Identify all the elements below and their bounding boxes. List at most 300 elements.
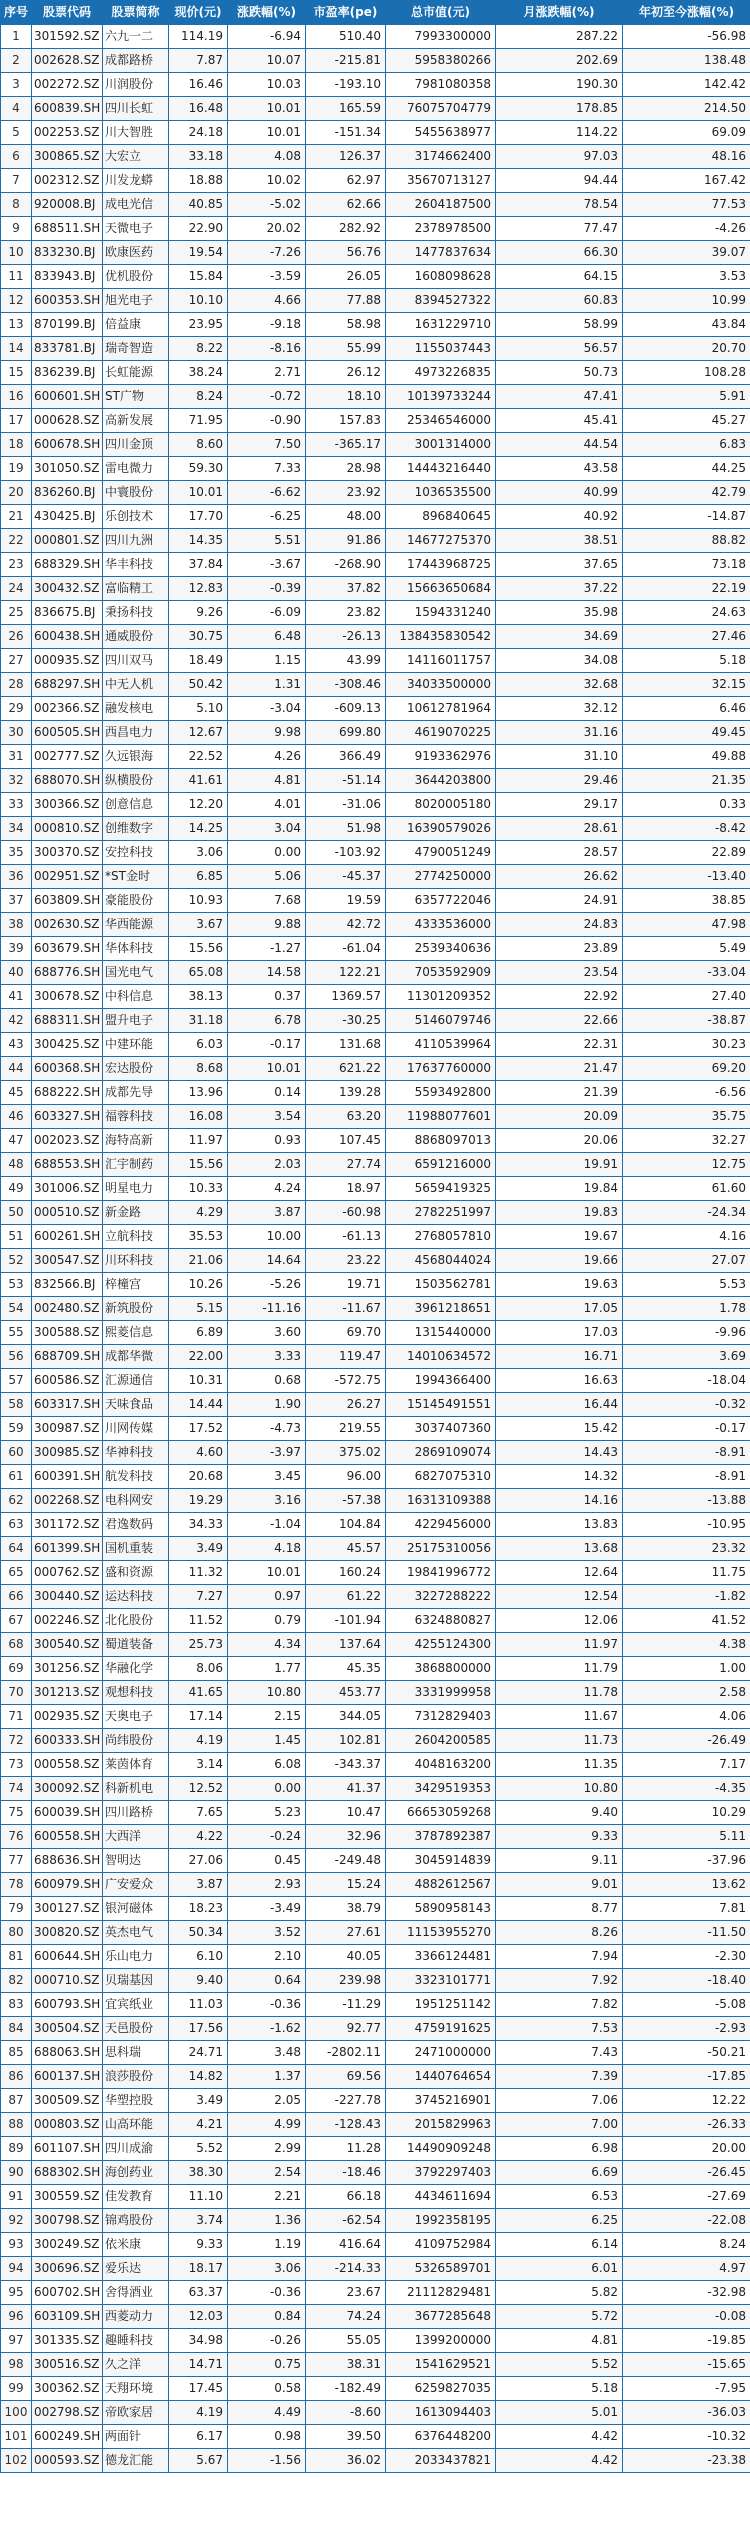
table-row[interactable]	[1, 2137, 750, 2161]
cell-pe-ratio: 15.24	[306, 1873, 386, 1897]
cell-stock-code: 002777.SZ	[32, 745, 103, 769]
cell-market-cap: 1503562781	[386, 1273, 496, 1297]
cell-ytd-change: -6.56	[623, 1081, 750, 1105]
cell-stock-code: 300425.SZ	[32, 1033, 103, 1057]
cell-stock-code: 002798.SZ	[32, 2401, 103, 2425]
cell-stock-name: 汇宇制药	[103, 1153, 169, 1177]
cell-stock-name: 锦鸡股份	[103, 2209, 169, 2233]
table-row[interactable]	[1, 409, 750, 433]
cell-stock-code: 600793.SH	[32, 1993, 103, 2017]
table-row[interactable]	[1, 2017, 750, 2041]
table-row[interactable]	[1, 889, 750, 913]
cell-stock-code: 600979.SH	[32, 1873, 103, 1897]
cell-market-cap: 6376448200	[386, 2425, 496, 2449]
table-row[interactable]	[1, 673, 750, 697]
cell-monthly-change: 11.67	[496, 1705, 623, 1729]
table-row[interactable]	[1, 1513, 750, 1537]
table-row[interactable]	[1, 961, 750, 985]
table-row[interactable]	[1, 1297, 750, 1321]
cell-stock-code: 300798.SZ	[32, 2209, 103, 2233]
cell-stock-code: 300370.SZ	[32, 841, 103, 865]
table-row[interactable]	[1, 1225, 750, 1249]
cell-change-pct: 10.01	[228, 1561, 306, 1585]
cell-stock-code: 603327.SH	[32, 1105, 103, 1129]
cell-stock-name: 华神科技	[103, 1441, 169, 1465]
table-row[interactable]	[1, 457, 750, 481]
table-row[interactable]	[1, 913, 750, 937]
header-change-pct[interactable]: 涨跌幅(%)	[228, 1, 306, 25]
table-row[interactable]	[1, 553, 750, 577]
cell-stock-name: 海特高新	[103, 1129, 169, 1153]
cell-change-pct: 2.71	[228, 361, 306, 385]
table-row[interactable]	[1, 1657, 750, 1681]
cell-stock-name: 天翔环境	[103, 2377, 169, 2401]
cell-market-cap: 14443216440	[386, 457, 496, 481]
cell-ytd-change: -18.40	[623, 1969, 750, 1993]
table-row[interactable]	[1, 1129, 750, 1153]
cell-stock-code: 300678.SZ	[32, 985, 103, 1009]
cell-stock-name: 秉扬科技	[103, 601, 169, 625]
cell-price: 40.85	[169, 193, 228, 217]
table-row[interactable]	[1, 265, 750, 289]
table-row[interactable]	[1, 2377, 750, 2401]
cell-index: 53	[1, 1273, 32, 1297]
table-row[interactable]	[1, 2257, 750, 2281]
cell-change-pct: 9.98	[228, 721, 306, 745]
table-row[interactable]	[1, 1321, 750, 1345]
table-row[interactable]	[1, 1777, 750, 1801]
cell-price: 4.21	[169, 2113, 228, 2137]
cell-market-cap: 1613094403	[386, 2401, 496, 2425]
table-row[interactable]	[1, 2281, 750, 2305]
cell-stock-name: 山高环能	[103, 2113, 169, 2137]
header-monthly-change[interactable]: 月涨跌幅(%)	[496, 1, 623, 25]
cell-pe-ratio: 32.96	[306, 1825, 386, 1849]
table-row[interactable]	[1, 1849, 750, 1873]
cell-monthly-change: 45.41	[496, 409, 623, 433]
cell-ytd-change: 4.97	[623, 2257, 750, 2281]
table-row[interactable]	[1, 625, 750, 649]
table-row[interactable]	[1, 745, 750, 769]
cell-stock-code: 300516.SZ	[32, 2353, 103, 2377]
cell-change-pct: 4.18	[228, 1537, 306, 1561]
cell-stock-name: 浪莎股份	[103, 2065, 169, 2089]
cell-price: 8.24	[169, 385, 228, 409]
header-index[interactable]: 序号	[1, 1, 32, 25]
header-ytd-change[interactable]: 年初至今涨幅(%)	[623, 1, 750, 25]
cell-ytd-change: 142.42	[623, 73, 750, 97]
cell-ytd-change: -13.88	[623, 1489, 750, 1513]
cell-market-cap: 4109752984	[386, 2233, 496, 2257]
header-stock-name[interactable]: 股票简称	[103, 1, 169, 25]
cell-stock-code: 870199.BJ	[32, 313, 103, 337]
cell-stock-code: 002630.SZ	[32, 913, 103, 937]
table-row[interactable]	[1, 793, 750, 817]
cell-market-cap: 10612781964	[386, 697, 496, 721]
header-pe-ratio[interactable]: 市盈率(pe)	[306, 1, 386, 25]
cell-change-pct: 10.80	[228, 1681, 306, 1705]
cell-change-pct: 7.50	[228, 433, 306, 457]
cell-price: 10.10	[169, 289, 228, 313]
cell-change-pct: 4.01	[228, 793, 306, 817]
cell-change-pct: 20.02	[228, 217, 306, 241]
cell-pe-ratio: 28.98	[306, 457, 386, 481]
cell-stock-name: 熙菱信息	[103, 1321, 169, 1345]
table-row[interactable]	[1, 721, 750, 745]
cell-stock-name: 广安爱众	[103, 1873, 169, 1897]
table-row[interactable]	[1, 1033, 750, 1057]
cell-market-cap: 1608098628	[386, 265, 496, 289]
table-row[interactable]	[1, 1057, 750, 1081]
cell-ytd-change: 12.75	[623, 1153, 750, 1177]
cell-index: 52	[1, 1249, 32, 1273]
cell-change-pct: 3.04	[228, 817, 306, 841]
cell-ytd-change: -26.49	[623, 1729, 750, 1753]
cell-price: 63.37	[169, 2281, 228, 2305]
table-row[interactable]	[1, 1417, 750, 1441]
cell-monthly-change: 31.10	[496, 745, 623, 769]
cell-market-cap: 16313109388	[386, 1489, 496, 1513]
cell-price: 41.61	[169, 769, 228, 793]
table-row[interactable]	[1, 1753, 750, 1777]
table-row[interactable]	[1, 1897, 750, 1921]
cell-stock-code: 688709.SH	[32, 1345, 103, 1369]
cell-stock-code: 002951.SZ	[32, 865, 103, 889]
cell-market-cap: 4759191625	[386, 2017, 496, 2041]
table-row[interactable]	[1, 217, 750, 241]
cell-pe-ratio: 26.12	[306, 361, 386, 385]
cell-market-cap: 5659419325	[386, 1177, 496, 1201]
cell-change-pct: -1.04	[228, 1513, 306, 1537]
table-row[interactable]	[1, 2305, 750, 2329]
cell-stock-name: 贝瑞基因	[103, 1969, 169, 1993]
cell-pe-ratio: -214.33	[306, 2257, 386, 2281]
cell-price: 37.84	[169, 553, 228, 577]
cell-stock-code: 002480.SZ	[32, 1297, 103, 1321]
table-row[interactable]	[1, 1945, 750, 1969]
cell-monthly-change: 7.06	[496, 2089, 623, 2113]
cell-monthly-change: 9.01	[496, 1873, 623, 1897]
table-row[interactable]	[1, 385, 750, 409]
cell-index: 87	[1, 2089, 32, 2113]
cell-pe-ratio: -11.29	[306, 1993, 386, 2017]
table-row[interactable]	[1, 2161, 750, 2185]
cell-pe-ratio: 19.71	[306, 1273, 386, 1297]
cell-monthly-change: 9.40	[496, 1801, 623, 1825]
cell-stock-name: 思科瑞	[103, 2041, 169, 2065]
table-row[interactable]	[1, 73, 750, 97]
cell-price: 11.97	[169, 1129, 228, 1153]
cell-stock-name: 安控科技	[103, 841, 169, 865]
cell-index: 100	[1, 2401, 32, 2425]
table-row[interactable]	[1, 2425, 750, 2449]
cell-market-cap: 5455638977	[386, 121, 496, 145]
table-row[interactable]	[1, 1489, 750, 1513]
table-row[interactable]	[1, 145, 750, 169]
cell-ytd-change: 5.49	[623, 937, 750, 961]
cell-change-pct: 10.07	[228, 49, 306, 73]
cell-index: 13	[1, 313, 32, 337]
table-row[interactable]	[1, 1873, 750, 1897]
cell-price: 31.18	[169, 1009, 228, 1033]
cell-market-cap: 35670713127	[386, 169, 496, 193]
table-row[interactable]	[1, 1609, 750, 1633]
table-row[interactable]	[1, 769, 750, 793]
cell-index: 20	[1, 481, 32, 505]
cell-index: 4	[1, 97, 32, 121]
cell-market-cap: 2604200585	[386, 1729, 496, 1753]
cell-monthly-change: 5.01	[496, 2401, 623, 2425]
table-row[interactable]	[1, 1561, 750, 1585]
cell-stock-code: 000628.SZ	[32, 409, 103, 433]
table-row[interactable]	[1, 937, 750, 961]
table-row[interactable]	[1, 841, 750, 865]
table-row[interactable]	[1, 1993, 750, 2017]
cell-pe-ratio: -193.10	[306, 73, 386, 97]
cell-stock-name: 瑞奇智造	[103, 337, 169, 361]
cell-price: 3.87	[169, 1873, 228, 1897]
header-stock-code[interactable]: 股票代码	[32, 1, 103, 25]
table-row[interactable]	[1, 1249, 750, 1273]
cell-change-pct: -7.26	[228, 241, 306, 265]
table-row[interactable]	[1, 2401, 750, 2425]
table-row[interactable]	[1, 2065, 750, 2089]
cell-ytd-change: 5.11	[623, 1825, 750, 1849]
table-row[interactable]	[1, 361, 750, 385]
cell-pe-ratio: 165.59	[306, 97, 386, 121]
cell-price: 9.33	[169, 2233, 228, 2257]
cell-stock-name: 欧康医药	[103, 241, 169, 265]
table-row[interactable]	[1, 169, 750, 193]
cell-pe-ratio: 18.10	[306, 385, 386, 409]
cell-index: 37	[1, 889, 32, 913]
cell-price: 19.54	[169, 241, 228, 265]
cell-stock-name: 尚纬股份	[103, 1729, 169, 1753]
cell-pe-ratio: 1369.57	[306, 985, 386, 1009]
table-row[interactable]	[1, 1825, 750, 1849]
table-row[interactable]	[1, 481, 750, 505]
cell-change-pct: -9.18	[228, 313, 306, 337]
table-row[interactable]	[1, 865, 750, 889]
cell-stock-code: 600261.SH	[32, 1225, 103, 1249]
table-row[interactable]	[1, 2353, 750, 2377]
cell-market-cap: 4619070225	[386, 721, 496, 745]
cell-pe-ratio: -268.90	[306, 553, 386, 577]
cell-ytd-change: -50.21	[623, 2041, 750, 2065]
cell-ytd-change: 22.19	[623, 577, 750, 601]
cell-price: 5.15	[169, 1297, 228, 1321]
table-row[interactable]	[1, 529, 750, 553]
table-row[interactable]	[1, 1441, 750, 1465]
table-row[interactable]	[1, 1633, 750, 1657]
cell-ytd-change: -26.45	[623, 2161, 750, 2185]
table-row[interactable]	[1, 2449, 750, 2473]
table-row[interactable]	[1, 577, 750, 601]
cell-stock-code: 300366.SZ	[32, 793, 103, 817]
cell-stock-name: 优机股份	[103, 265, 169, 289]
cell-stock-name: 华丰科技	[103, 553, 169, 577]
cell-stock-name: 久之洋	[103, 2353, 169, 2377]
table-row[interactable]	[1, 2209, 750, 2233]
cell-monthly-change: 7.94	[496, 1945, 623, 1969]
cell-price: 3.49	[169, 1537, 228, 1561]
table-row[interactable]	[1, 1465, 750, 1489]
cell-change-pct: 0.37	[228, 985, 306, 1009]
cell-pe-ratio: -609.13	[306, 697, 386, 721]
cell-monthly-change: 12.64	[496, 1561, 623, 1585]
cell-stock-code: 600353.SH	[32, 289, 103, 313]
cell-price: 4.19	[169, 2401, 228, 2425]
table-row[interactable]	[1, 1273, 750, 1297]
table-row[interactable]	[1, 1369, 750, 1393]
table-row[interactable]	[1, 1705, 750, 1729]
cell-market-cap: 2768057810	[386, 1225, 496, 1249]
table-row[interactable]	[1, 649, 750, 673]
cell-monthly-change: 19.83	[496, 1201, 623, 1225]
cell-change-pct: -3.49	[228, 1897, 306, 1921]
cell-stock-name: 六九一二	[103, 25, 169, 49]
cell-ytd-change: 88.82	[623, 529, 750, 553]
cell-ytd-change: 61.60	[623, 1177, 750, 1201]
table-row[interactable]	[1, 25, 750, 49]
cell-stock-code: 600137.SH	[32, 2065, 103, 2089]
cell-change-pct: 0.14	[228, 1081, 306, 1105]
cell-ytd-change: -9.96	[623, 1321, 750, 1345]
table-row[interactable]	[1, 289, 750, 313]
table-row[interactable]	[1, 1393, 750, 1417]
cell-market-cap: 15663650684	[386, 577, 496, 601]
table-row[interactable]	[1, 817, 750, 841]
cell-stock-name: 乐山电力	[103, 1945, 169, 1969]
header-price[interactable]: 现价(元)	[169, 1, 228, 25]
cell-ytd-change: -0.08	[623, 2305, 750, 2329]
cell-stock-code: 688511.SH	[32, 217, 103, 241]
table-row[interactable]	[1, 697, 750, 721]
cell-market-cap: 3045914839	[386, 1849, 496, 1873]
cell-market-cap: 2033437821	[386, 2449, 496, 2473]
table-header	[1, 1, 750, 25]
cell-pe-ratio: 27.61	[306, 1921, 386, 1945]
cell-index: 74	[1, 1777, 32, 1801]
cell-monthly-change: 40.99	[496, 481, 623, 505]
table-row[interactable]	[1, 1729, 750, 1753]
table-row[interactable]	[1, 1969, 750, 1993]
cell-index: 44	[1, 1057, 32, 1081]
cell-index: 60	[1, 1441, 32, 1465]
cell-pe-ratio: -128.43	[306, 2113, 386, 2137]
cell-pe-ratio: -11.67	[306, 1297, 386, 1321]
table-row[interactable]	[1, 241, 750, 265]
cell-price: 17.14	[169, 1705, 228, 1729]
cell-pe-ratio: 23.92	[306, 481, 386, 505]
table-row[interactable]	[1, 1153, 750, 1177]
cell-stock-name: 富临精工	[103, 577, 169, 601]
table-row[interactable]	[1, 1081, 750, 1105]
cell-price: 17.70	[169, 505, 228, 529]
table-row[interactable]	[1, 505, 750, 529]
table-row[interactable]	[1, 2329, 750, 2353]
table-row[interactable]	[1, 2041, 750, 2065]
cell-ytd-change: 32.15	[623, 673, 750, 697]
cell-change-pct: -1.62	[228, 2017, 306, 2041]
cell-stock-code: 300509.SZ	[32, 2089, 103, 2113]
cell-monthly-change: 35.98	[496, 601, 623, 625]
cell-ytd-change: -32.98	[623, 2281, 750, 2305]
cell-pe-ratio: 366.49	[306, 745, 386, 769]
table-row[interactable]	[1, 1537, 750, 1561]
cell-pe-ratio: 58.98	[306, 313, 386, 337]
table-row[interactable]	[1, 1345, 750, 1369]
table-row[interactable]	[1, 601, 750, 625]
cell-monthly-change: 4.42	[496, 2425, 623, 2449]
cell-stock-code: 002272.SZ	[32, 73, 103, 97]
cell-monthly-change: 22.31	[496, 1033, 623, 1057]
table-row[interactable]	[1, 1105, 750, 1129]
cell-index: 58	[1, 1393, 32, 1417]
table-row[interactable]	[1, 97, 750, 121]
table-row[interactable]	[1, 193, 750, 217]
cell-market-cap: 4790051249	[386, 841, 496, 865]
cell-monthly-change: 190.30	[496, 73, 623, 97]
cell-stock-name: 创意信息	[103, 793, 169, 817]
cell-market-cap: 19841996772	[386, 1561, 496, 1585]
table-row[interactable]	[1, 1177, 750, 1201]
cell-monthly-change: 11.79	[496, 1657, 623, 1681]
cell-index: 21	[1, 505, 32, 529]
cell-price: 5.52	[169, 2137, 228, 2161]
cell-change-pct: 1.37	[228, 2065, 306, 2089]
cell-change-pct: -0.36	[228, 2281, 306, 2305]
cell-index: 39	[1, 937, 32, 961]
cell-pe-ratio: -215.81	[306, 49, 386, 73]
table-row[interactable]	[1, 985, 750, 1009]
header-market-cap[interactable]: 总市值(元)	[386, 1, 496, 25]
table-row[interactable]	[1, 2233, 750, 2257]
cell-market-cap: 2604187500	[386, 193, 496, 217]
cell-market-cap: 3174662400	[386, 145, 496, 169]
table-row[interactable]	[1, 1921, 750, 1945]
table-row[interactable]	[1, 1585, 750, 1609]
cell-ytd-change: 3.53	[623, 265, 750, 289]
table-row[interactable]	[1, 337, 750, 361]
cell-pe-ratio: -51.14	[306, 769, 386, 793]
cell-stock-name: 宜宾纸业	[103, 1993, 169, 2017]
cell-market-cap: 1594331240	[386, 601, 496, 625]
cell-market-cap: 2869109074	[386, 1441, 496, 1465]
cell-index: 31	[1, 745, 32, 769]
table-row[interactable]	[1, 2113, 750, 2137]
cell-stock-name: 四川路桥	[103, 1801, 169, 1825]
cell-stock-name: 君逸数码	[103, 1513, 169, 1537]
table-row[interactable]	[1, 313, 750, 337]
cell-price: 9.26	[169, 601, 228, 625]
table-row[interactable]	[1, 121, 750, 145]
table-row[interactable]	[1, 49, 750, 73]
cell-market-cap: 2782251997	[386, 1201, 496, 1225]
table-row[interactable]	[1, 2089, 750, 2113]
cell-pe-ratio: 453.77	[306, 1681, 386, 1705]
table-row[interactable]	[1, 1009, 750, 1033]
cell-stock-code: 600505.SH	[32, 721, 103, 745]
table-row[interactable]	[1, 2185, 750, 2209]
table-row[interactable]	[1, 1681, 750, 1705]
table-row[interactable]	[1, 433, 750, 457]
cell-price: 8.60	[169, 433, 228, 457]
table-row[interactable]	[1, 1801, 750, 1825]
header-row	[1, 1, 750, 25]
table-row[interactable]	[1, 1201, 750, 1225]
cell-price: 114.19	[169, 25, 228, 49]
